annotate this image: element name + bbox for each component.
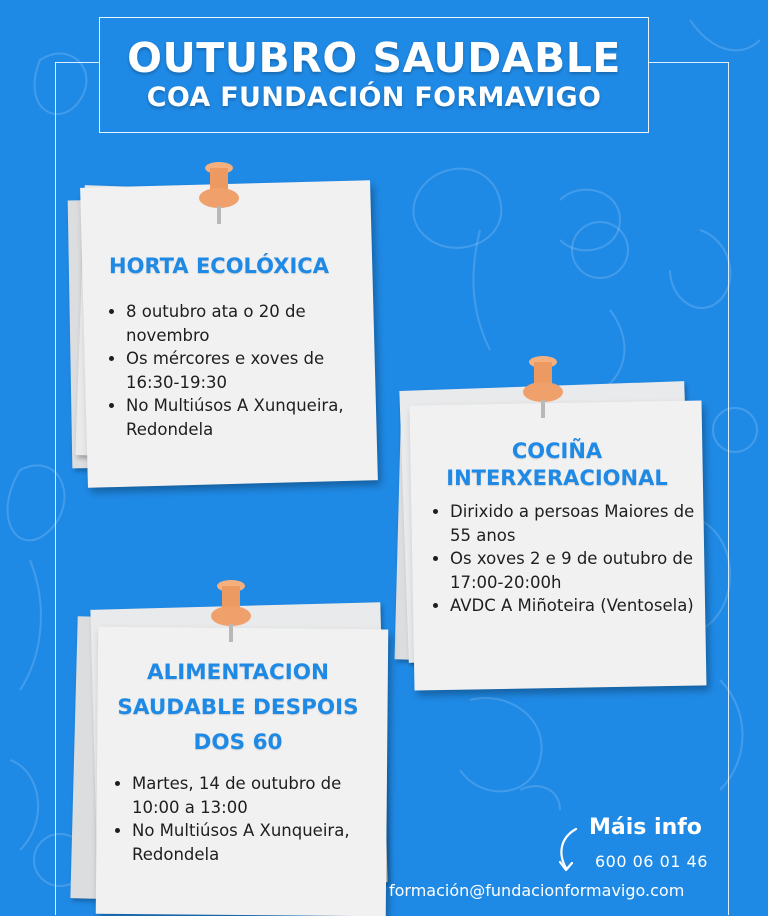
note-heading: HORTA ECOLÓXICA [109, 254, 329, 278]
frame-top-line-left [55, 62, 99, 63]
pushpin-icon [520, 354, 566, 424]
phone-number[interactable]: 600 06 01 46 [595, 852, 708, 871]
note-heading-line: INTERXERACIONAL [446, 466, 668, 490]
list-item: • No Multiúsos A Xunqueira, Redondela [126, 394, 354, 441]
pushpin-icon [208, 578, 254, 648]
note-heading-line: COCIÑA [511, 439, 603, 463]
pushpin-icon [196, 160, 242, 230]
list-item: • Martes, 14 de outubro de 10:00 a 13:00 [132, 772, 382, 819]
list-item: • Os xoves 2 e 9 de outubro de 17:00-20:00h [450, 547, 700, 594]
note-heading-line: DOS 60 [193, 730, 283, 755]
list-item: • Dirixido a persoas Maiores de 55 anos [450, 500, 700, 547]
list-item: • Os mércores e xoves de 16:30-19:30 [126, 347, 354, 394]
note-list [106, 300, 354, 441]
note-heading-line: SAUDABLE DESPOIS [117, 695, 359, 720]
page-title: OUTUBRO SAUDABLE [127, 34, 621, 82]
frame-right-line [728, 62, 729, 915]
page-subtitle: COA FUNDACIÓN FORMAVIGO [146, 82, 602, 113]
note-heading-line: ALIMENTACION [146, 660, 330, 685]
note-heading [100, 655, 376, 760]
note-list [112, 772, 382, 866]
list-item: • 8 outubro ata o 20 de novembro [126, 300, 354, 347]
email-link[interactable]: formación@fundacionformavigo.com [389, 881, 685, 900]
note-heading [412, 438, 702, 492]
curved-arrow-icon [554, 826, 586, 876]
frame-top-line-right [649, 62, 729, 63]
title-box [99, 17, 649, 133]
list-item: • AVDC A Miñoteira (Ventosela) [450, 594, 700, 618]
note-list [430, 500, 700, 618]
list-item: • No Multiúsos A Xunqueira, Redondela [132, 819, 382, 866]
frame-left-line [55, 62, 56, 915]
more-info-heading: Máis info [589, 815, 702, 840]
